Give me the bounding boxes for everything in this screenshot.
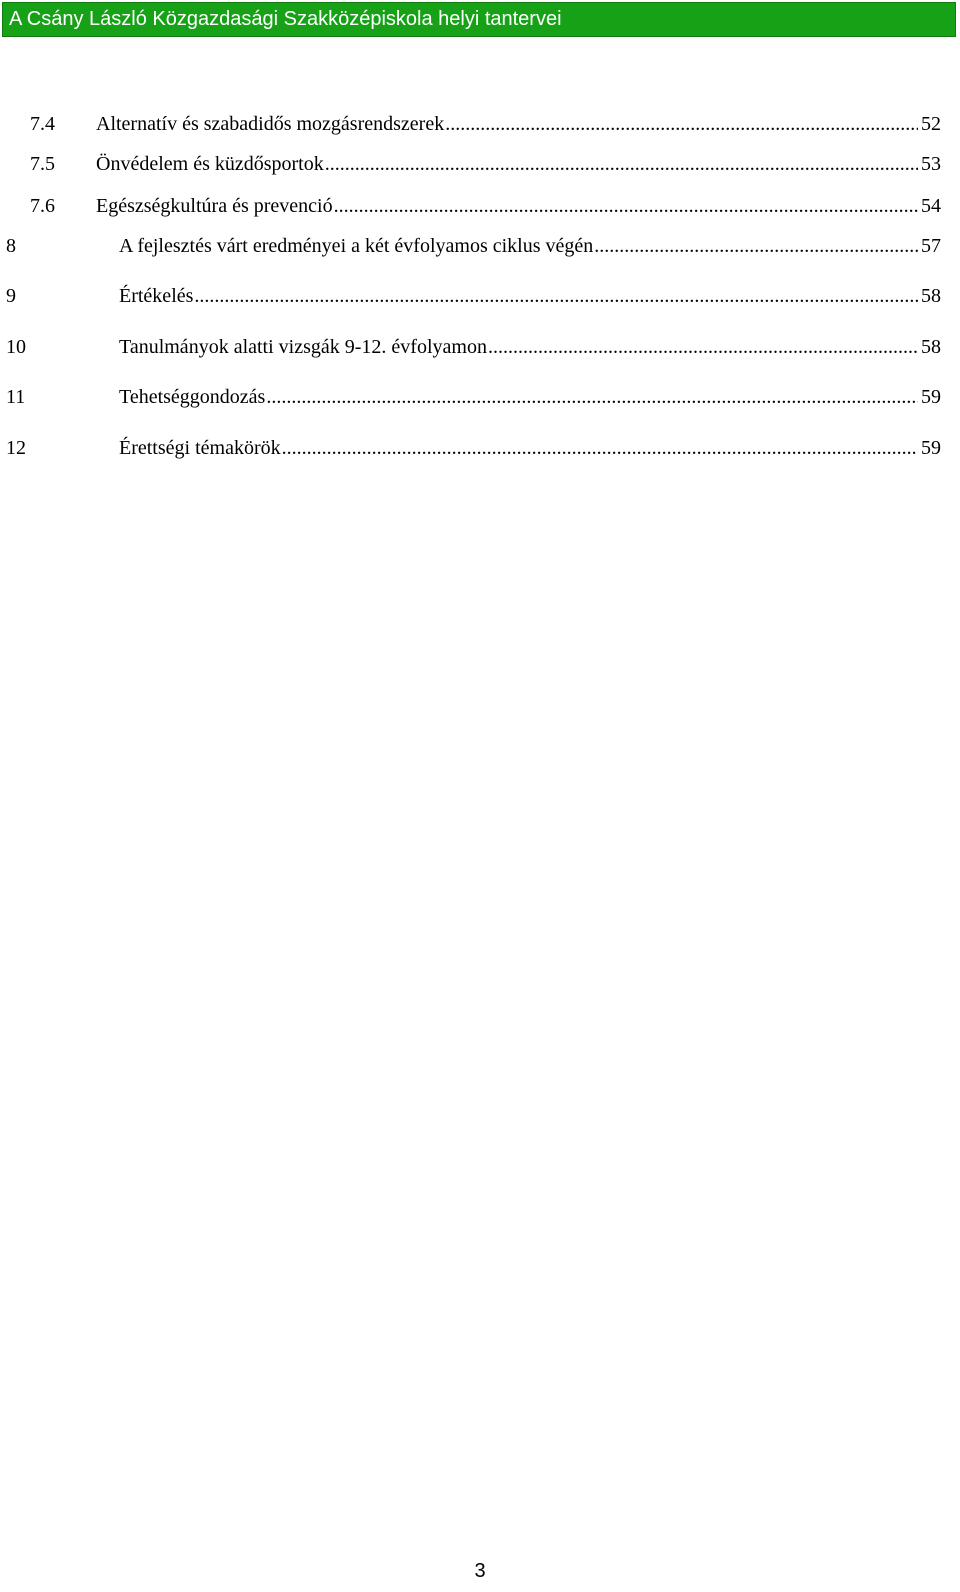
toc-dot-leader xyxy=(334,192,918,220)
toc-entry[interactable] xyxy=(30,110,941,138)
toc-entry-title: Önvédelem és küzdősportok xyxy=(96,153,324,175)
toc-dot-leader xyxy=(282,434,918,462)
toc-entry-title: Egészségkultúra és prevenció xyxy=(96,195,333,217)
toc-entry-number: 11 xyxy=(6,386,26,408)
toc-entry-page: 59 xyxy=(921,386,941,408)
toc-entry[interactable] xyxy=(6,333,941,361)
toc-entry[interactable] xyxy=(6,232,941,260)
running-header xyxy=(2,2,956,37)
toc-entry-number: 7.5 xyxy=(30,153,55,175)
toc-entry-number: 9 xyxy=(6,285,16,307)
toc-entry-number: 7.6 xyxy=(30,195,55,217)
toc-entry-page: 57 xyxy=(921,235,941,257)
toc-entry-title: Értékelés xyxy=(119,285,194,307)
toc-entry-title: A fejlesztés várt eredményei a két évfolyamos ciklus végén xyxy=(119,235,594,257)
toc-entry-number: 12 xyxy=(6,437,26,459)
toc-entry-number: 7.4 xyxy=(30,113,55,135)
toc-dot-leader xyxy=(194,282,918,310)
toc-entry-page: 53 xyxy=(921,153,941,175)
toc-entry-page: 58 xyxy=(921,285,941,307)
toc-dot-leader xyxy=(488,333,918,361)
toc-entry-page: 52 xyxy=(921,113,941,135)
toc-entry[interactable] xyxy=(6,383,941,411)
toc-dot-leader xyxy=(445,110,918,138)
toc-entry-title: Érettségi témakörök xyxy=(119,437,281,459)
toc-entry[interactable] xyxy=(6,282,941,310)
toc-entry-page: 58 xyxy=(921,336,941,358)
toc-entry-title: Tanulmányok alatti vizsgák 9-12. évfolyamon xyxy=(119,336,487,358)
toc-dot-leader xyxy=(325,150,918,178)
toc-entry[interactable] xyxy=(6,434,941,462)
toc-dot-leader xyxy=(594,232,918,260)
toc-entry-number: 8 xyxy=(6,235,16,257)
toc-entry-page: 54 xyxy=(921,195,941,217)
toc-entry-title: Tehetséggondozás xyxy=(119,386,266,408)
toc-dot-leader xyxy=(266,383,918,411)
toc-entry-page: 59 xyxy=(921,437,941,459)
page-number: 3 xyxy=(474,1560,486,1582)
header-title: A Csány László Közgazdasági Szakközépiskola helyi tantervei xyxy=(9,8,562,30)
toc-entry[interactable] xyxy=(30,192,941,220)
toc-entry-title: Alternatív és szabadidős mozgásrendszerek xyxy=(96,113,445,135)
toc-entry[interactable] xyxy=(30,150,941,178)
toc-entry-number: 10 xyxy=(6,336,26,358)
